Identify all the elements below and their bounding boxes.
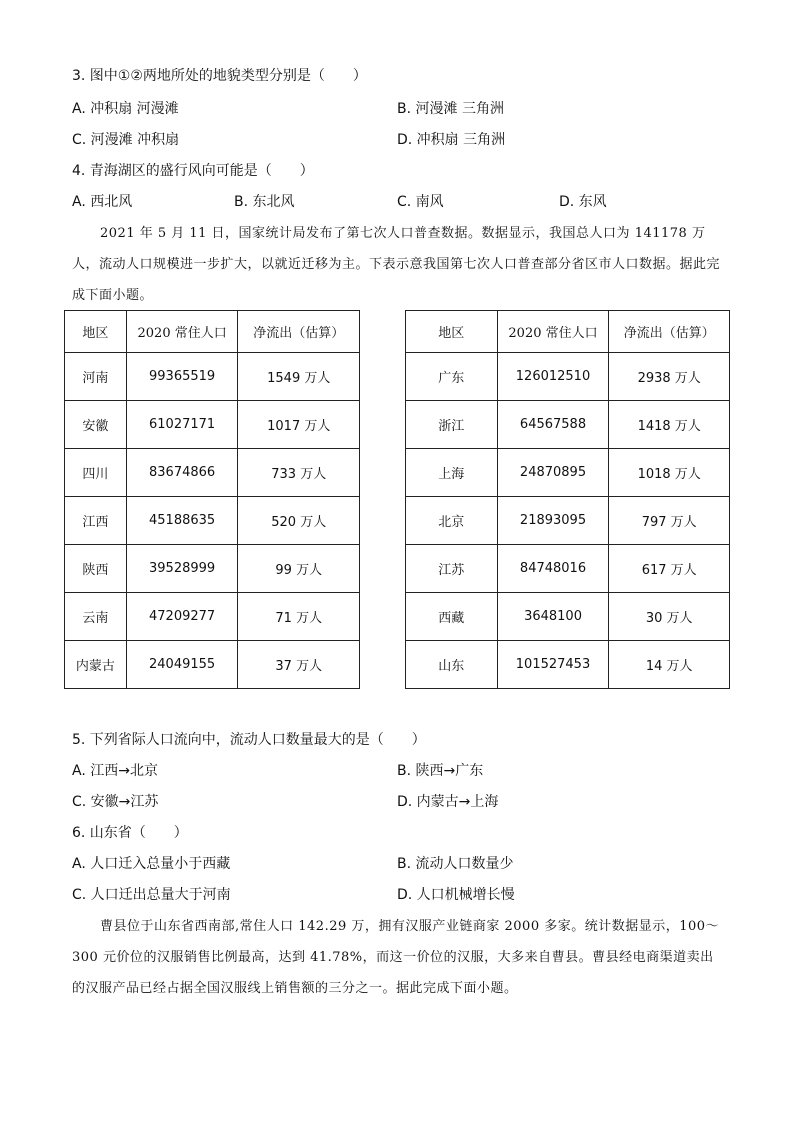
population-cell: 24870895 [497, 449, 609, 497]
outflow-cell: 797 万人 [609, 497, 730, 545]
region-cell: 山东 [406, 641, 498, 689]
population-cell: 3648100 [497, 593, 609, 641]
region-cell: 四川 [65, 449, 127, 497]
outflow-cell: 30 万人 [609, 593, 730, 641]
question-6-stem: 6. 山东省（ ） [72, 825, 188, 841]
region-cell: 陕西 [65, 545, 127, 593]
intro-census-text: 2021 年 5 月 11 日，国家统计局发布了第七次人口普查数据。数据显示，我国总人口为 141178 万人，流动人口规模进一步扩大，以就近迁移为主。下表示意我国第七次人口普查部分省区市人口数据。据此完成下面小题。 [72, 226, 721, 303]
region-cell: 江苏 [406, 545, 498, 593]
population-cell: 83674866 [126, 449, 238, 497]
question-6-option-a: A. 人口迁入总量小于西藏 [72, 856, 231, 872]
population-table-left [64, 310, 360, 689]
question-6-option-b: B. 流动人口数量少 [397, 856, 514, 872]
question-5-option-b: B. 陕西→广东 [397, 763, 484, 779]
outflow-cell: 617 万人 [609, 545, 730, 593]
table-header-row [65, 311, 360, 353]
region-cell: 广东 [406, 353, 498, 401]
table-row [65, 497, 360, 545]
outflow-cell: 520 万人 [238, 497, 360, 545]
region-cell: 内蒙古 [65, 641, 127, 689]
table-row [65, 353, 360, 401]
region-cell: 浙江 [406, 401, 498, 449]
region-cell: 安徽 [65, 401, 127, 449]
outflow-cell: 14 万人 [609, 641, 730, 689]
question-5-option-d: D. 内蒙古→上海 [397, 794, 499, 810]
header-net-outflow: 净流出（估算） [238, 311, 360, 353]
header-region: 地区 [65, 311, 127, 353]
question-3-option-a: A. 冲积扇 河漫滩 [72, 101, 179, 117]
table-row [406, 401, 730, 449]
outflow-cell: 733 万人 [238, 449, 360, 497]
question-5-stem: 5. 下列省际人口流向中，流动人口数量最大的是（ ） [72, 732, 426, 748]
population-cell: 126012510 [497, 353, 609, 401]
table-row [406, 593, 730, 641]
question-5-option-c: C. 安徽→江苏 [72, 794, 159, 810]
population-cell: 47209277 [126, 593, 238, 641]
population-cell: 84748016 [497, 545, 609, 593]
question-3-option-b: B. 河漫滩 三角洲 [397, 101, 504, 117]
header-net-outflow: 净流出（估算） [609, 311, 730, 353]
table-row [406, 641, 730, 689]
table-row [406, 497, 730, 545]
outflow-cell: 1418 万人 [609, 401, 730, 449]
table-row [65, 641, 360, 689]
question-6-option-d: D. 人口机械增长慢 [397, 887, 515, 903]
table-row [65, 545, 360, 593]
outflow-cell: 1549 万人 [238, 353, 360, 401]
table-row [406, 353, 730, 401]
question-4-option-d: D. 东风 [559, 194, 607, 210]
population-cell: 24049155 [126, 641, 238, 689]
region-cell: 北京 [406, 497, 498, 545]
region-cell: 云南 [65, 593, 127, 641]
population-table-right [405, 310, 730, 689]
intro-paragraph-caoxian [72, 911, 722, 1004]
outflow-cell: 1018 万人 [609, 449, 730, 497]
question-4-option-a: A. 西北风 [72, 194, 133, 210]
question-6-option-c: C. 人口迁出总量大于河南 [72, 887, 231, 903]
region-cell: 江西 [65, 497, 127, 545]
table-row [65, 401, 360, 449]
table-row [406, 545, 730, 593]
outflow-cell: 99 万人 [238, 545, 360, 593]
region-cell: 西藏 [406, 593, 498, 641]
question-4-option-b: B. 东北风 [234, 194, 295, 210]
region-cell: 河南 [65, 353, 127, 401]
question-3-stem: 3. 图中①②两地所处的地貌类型分别是（ ） [72, 68, 367, 84]
outflow-cell: 1017 万人 [238, 401, 360, 449]
intro-paragraph-census [72, 218, 722, 311]
question-3-option-d: D. 冲积扇 三角洲 [397, 132, 506, 148]
question-5-option-a: A. 江西→北京 [72, 763, 158, 779]
header-region: 地区 [406, 311, 498, 353]
table-row [406, 449, 730, 497]
population-cell: 45188635 [126, 497, 238, 545]
outflow-cell: 2938 万人 [609, 353, 730, 401]
table-header-row [406, 311, 730, 353]
table-row [65, 593, 360, 641]
header-population: 2020 常住人口 [497, 311, 609, 353]
population-cell: 61027171 [126, 401, 238, 449]
question-4-option-c: C. 南风 [397, 194, 444, 210]
question-3-option-c: C. 河漫滩 冲积扇 [72, 132, 180, 148]
region-cell: 上海 [406, 449, 498, 497]
header-population: 2020 常住人口 [126, 311, 238, 353]
outflow-cell: 37 万人 [238, 641, 360, 689]
table-row [65, 449, 360, 497]
population-cell: 39528999 [126, 545, 238, 593]
population-cell: 99365519 [126, 353, 238, 401]
outflow-cell: 71 万人 [238, 593, 360, 641]
intro-caoxian-text: 曹县位于山东省西南部,常住人口 142.29 万，拥有汉服产业链商家 2000 多家。统计数据显示，100～300 元价位的汉服销售比例最高，达到 41.78%，而这一价位的汉服，大多来自曹县。曹县经电商渠道卖出的汉服产品已经占据全国汉服线上销售额的三分之一。据此完成下面小题。 [72, 919, 720, 996]
population-cell: 21893095 [497, 497, 609, 545]
population-cell: 101527453 [497, 641, 609, 689]
question-4-stem: 4. 青海湖区的盛行风向可能是（ ） [72, 163, 314, 179]
population-cell: 64567588 [497, 401, 609, 449]
